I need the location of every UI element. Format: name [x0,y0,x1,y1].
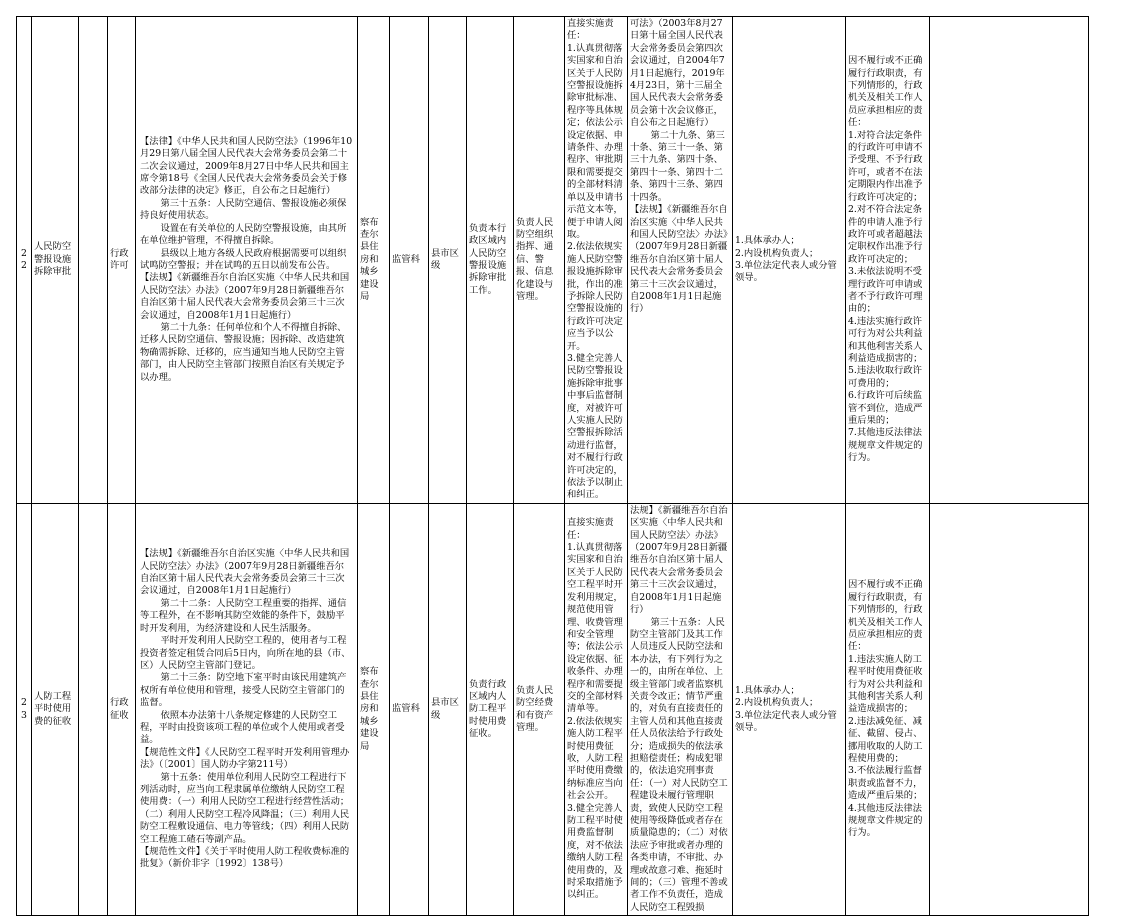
case-line: 4.违法实施行政许可行为对公共利益和其他利害关系人利益造成损害的； [848,315,923,364]
basis-line: 第二十二条：人民防空工程重要的指挥、通信等工程外，在不影响其防空效能的条件下，鼓励平时开发利用，为经济建设和人民生活服务。 [140,597,347,634]
subject-line: 2.内设机构负责人； [735,247,819,259]
basis-line: 依照本办法第十八条规定修建的人民防空工程，平时由投资该项工程的单位或个人使用或者受益。 [140,709,345,746]
blank-cell [79,503,108,915]
accountability-basis-line: 可法》（2003年8月27日第十届全国人民代表大会常务委员会第四次会议通过，自2004年7月1日起施行，2019年4月23日，第十三届全国人民代表大会常务委员会第十次会议修正，自公布之日起施行） [630,18,725,129]
basis-line: 【法律】《中华人民共和国人民防空法》（1996年10月29日第八届全国人民代表大会常务委员会第二十二次会议通过，2009年8月27日中华人民共和国主席令第18号《全国人民代表大会常务委员会关于修改部分法律的决定》修正，自公布之日起施行） [140,135,353,197]
responsibility-line: 1.认真贯彻落实国家和自治区关于人民防空工程平时开发利用规定，规范使用管理、收费管理和安全管理等；依法公示设定依据、征收条件、办理程序和需要提交的全部材料清单等。 [567,542,623,715]
subject-line: 2.内设机构负责人； [735,697,819,709]
case-line: 4.其他违反法律法规规章文件规定的行为。 [848,802,923,839]
duty-scope: 负责本行政区域内人民防空警报设施拆除审批工作。 [467,17,514,504]
accountability-basis [628,503,733,915]
accountability-basis-line: 第二十九条、第三十条、第三十一条、第三十九条、第四十条、第四十一条、第四十二条、第四十三条、第四十四条。 [630,129,725,203]
accountability-cases [846,17,930,504]
subject-line: 1.具体承办人； [735,684,800,696]
accountability-subject [733,503,846,915]
case-line: 6.行政许可后续监管不到位，造成严重后果的； [848,390,923,426]
case-line: 3.未依法说明不受理行政许可申请或者不予行政许可理由的； [848,266,923,315]
basis-line: 第二十三条：防空地下室平时由该民用建筑产权所有单位使用和管理，接受人民防空主管部门的监督。 [140,672,347,709]
accountability-basis-line: 【法规】《新疆维吾尔自治区实施〈中华人民共和国人民防空法〉办法》（2007年9月28日新疆维吾尔自治区第十届人民代表大会常务委员会第三十三次会议通过，自2008年1月1日起施行） [630,204,728,315]
accountability-basis [628,17,733,504]
basis-line: 【法规】《新疆维吾尔自治区实施〈中华人民共和国人民防空法〉办法》（2007年9月28日新疆维吾尔自治区第十届人民代表大会常务委员会第三十三次会议通过，自2008年1月1日起施行） [140,548,350,597]
case-line: 2.违法减免征、减征、截留、侵占、挪用收取的人防工程使用费的； [848,715,923,764]
subject-line: 3.单位法定代表人或分管领导。 [735,259,837,284]
legal-basis [136,503,358,915]
table-row-23 [17,503,1099,915]
duty-list-table-container [16,16,1098,913]
accountability-cases [846,503,930,915]
subject-line: 3.单位法定代表人或分管领导。 [735,709,837,733]
case-line: 7.其他违反法律法规规章文件规定的行为。 [848,427,923,464]
basis-line: 第三十五条：人民防空通信、警报设施必须保持良好使用状态。 [140,197,347,222]
case-line: 因不履行或不正确履行行政职责，有下列情形的，行政机关及相关工作人员应承担相应的责任： [848,579,923,653]
item-category: 行政许可 [108,17,136,504]
duty-content: 负责人民防空经费和有资产管理。 [514,503,565,915]
duty-list-table [16,16,1099,916]
accountability-subject [733,17,846,504]
responsibility-line: 3.健全完善人防工程平时使用费监督制度，对不依法缴纳人防工程使用费的，及时采取措施予以纠正。 [567,802,623,901]
basis-line: 平时开发利用人民防空工程的，使用者与工程投资者签定租赁合同后5日内，向所在地的县（市、区）人民防空主管部门登记。 [140,635,351,671]
implementing-org: 察布查尔县住房和城乡建设局 [358,503,390,915]
duty-content: 负责人民防空组织指挥、通信、警报、信息化建设与管理。 [514,17,565,504]
basis-line: 【法规】《新疆维吾尔自治区实施〈中华人民共和国人民防空法〉办法》（2007年9月28日新疆维吾尔自治区第十届人民代表大会常务委员会第三十三次会议通过，自2008年1月1日起施行） [140,272,350,321]
basis-line: 第二十九条：任何单位和个人不得擅自拆除、迁移人民防空通信、警报设施；因拆除、改造建筑物确需拆除、迁移的，应当通知当地人民防空主管部门，由人民防空主管部门按照自治区有关规定予以办理。 [140,321,347,383]
legal-basis [136,17,358,504]
responsible-dept: 监管科 [390,17,429,504]
table-row-22 [17,17,1099,504]
item-category: 行政征收 [108,503,136,915]
case-line: 2.对不符合法定条件的申请人准予行政许可或者超越法定职权作出准予行政许可决定的； [848,204,923,265]
responsibility-line: 2.依法依规实施人防工程平时使用费征收，人防工程平时使用费缴纳标准应当向社会公开。 [567,715,623,802]
exercise-level: 县市区级 [429,17,467,504]
responsibility-line: 直接实施责任： [567,18,614,42]
item-name: 人防工程平时使用费的征收 [32,503,79,915]
basis-line: 【规范性文件】《人民防空工程平时开发利用管理办法》（〔2001〕国人防办字第211号） [140,746,350,771]
row-number: 23 [17,503,32,915]
basis-line: 设置在有关单位的人民防空警报设施，由其所在单位维护管理，不得擅自拆除。 [140,222,347,247]
basis-line: 县级以上地方各级人民政府根据需要可以组织试鸣防空警报；并在试鸣的五日以前发布公告。 [140,247,347,271]
blank-cell [79,17,108,504]
exercise-level: 县市区级 [429,503,467,915]
case-line: 1.违法实施人防工程平时使用费征收行为对公共利益和其他利害关系人利益造成损害的； [848,653,923,715]
responsibility-line: 1.认真贯彻落实国家和自治区关于人民防空警报设施拆除审批标准、程序等具体规定；依法公示设定依据、申请条件、办理程序、审批期限和需要提交的全部材料清单以及申请书示范文本等，便于申请人阅取。 [567,42,623,240]
accountability-basis-line: 第三十五条：人民防空主管部门及其工作人员违反人民防空法和本办法，有下列行为之一的，由所在单位、上级主管部门或者监察机关责令改正；情节严重的，对负有直接责任的主管人员和其他直接责任人员依法给予行政处分；造成损失的依法承担赔偿责任；构成犯罪的，依法追究刑事责任：（一）对人民防空工程建设未履行管理职责，致使人民防空工程使用等级降低或者存在质量隐患的；（二）对依法应予审批或者办理的各类申请，不审批、办理或故意刁难、拖延时间的；（三）管理不善或者工作不负责任，造成人民防空工程毁损 [630,616,728,913]
duty-scope: 负责行政区域内人防工程平时使用费征收。 [467,503,514,915]
case-line: 5.违法收取行政许可费用的； [848,365,922,389]
implementing-org: 察布查尔县住房和城乡建设局 [358,17,390,504]
accountability-basis-line: 法规】《新疆维吾尔自治区实施〈中华人民共和国人民防空法〉办法》（2007年9月28日新疆维吾尔自治区第十届人民代表大会常务委员会第三十三次会议通过，自2008年1月1日起施行） [630,504,728,616]
responsibility-line: 直接实施责任： [567,517,614,541]
basis-line: 【规范性文件】《关于平时使用人防工程收费标准的批复》（新价非字〔1992〕138号） [140,846,350,870]
row-number: 22 [17,17,32,504]
item-name: 人民防空警报设施拆除审批 [32,17,79,504]
basis-line: 第十五条：使用单位利用人民防空工程进行下列活动时，应当向工程隶属单位缴纳人民防空工程使用费：（一）利用人民防空工程进行经营性活动；（二）利用人民防空工程冷风降温；（三）利用人民防空工程敷设通信、电力等管线；（四）利用人民防空工程施工碴石等副产品。 [140,771,350,845]
responsibility-line: 2.依法依规实施人民防空警报设施拆除审批，作出的准予拆除人民防空警报设施的行政许可决定应当予以公开。 [567,241,623,352]
responsibility-line: 3.健全完善人民防空警报设施拆除审批事中事后监督制度，对被许可人实施人民防空警报拆除活动进行监督，对不履行行政许可决定的，依法予以制止和纠正。 [567,352,623,501]
responsibility [565,17,628,504]
responsible-dept: 监管科 [390,503,429,915]
remark [930,503,1089,915]
subject-line: 1.具体承办人； [735,235,800,247]
case-line: 3.不依法履行监督职责或监督不力，造成严重后果的； [848,765,923,802]
remark [930,17,1089,504]
responsibility [565,503,628,915]
case-line: 1.对符合法定条件的行政许可申请不予受理、不予行政许可，或者不在法定期限内作出准予行政许可决定的； [848,129,923,203]
case-line: 因不履行或不正确履行行政职责，有下列情形的，行政机关及相关工作人员应承担相应的责任： [848,55,923,129]
